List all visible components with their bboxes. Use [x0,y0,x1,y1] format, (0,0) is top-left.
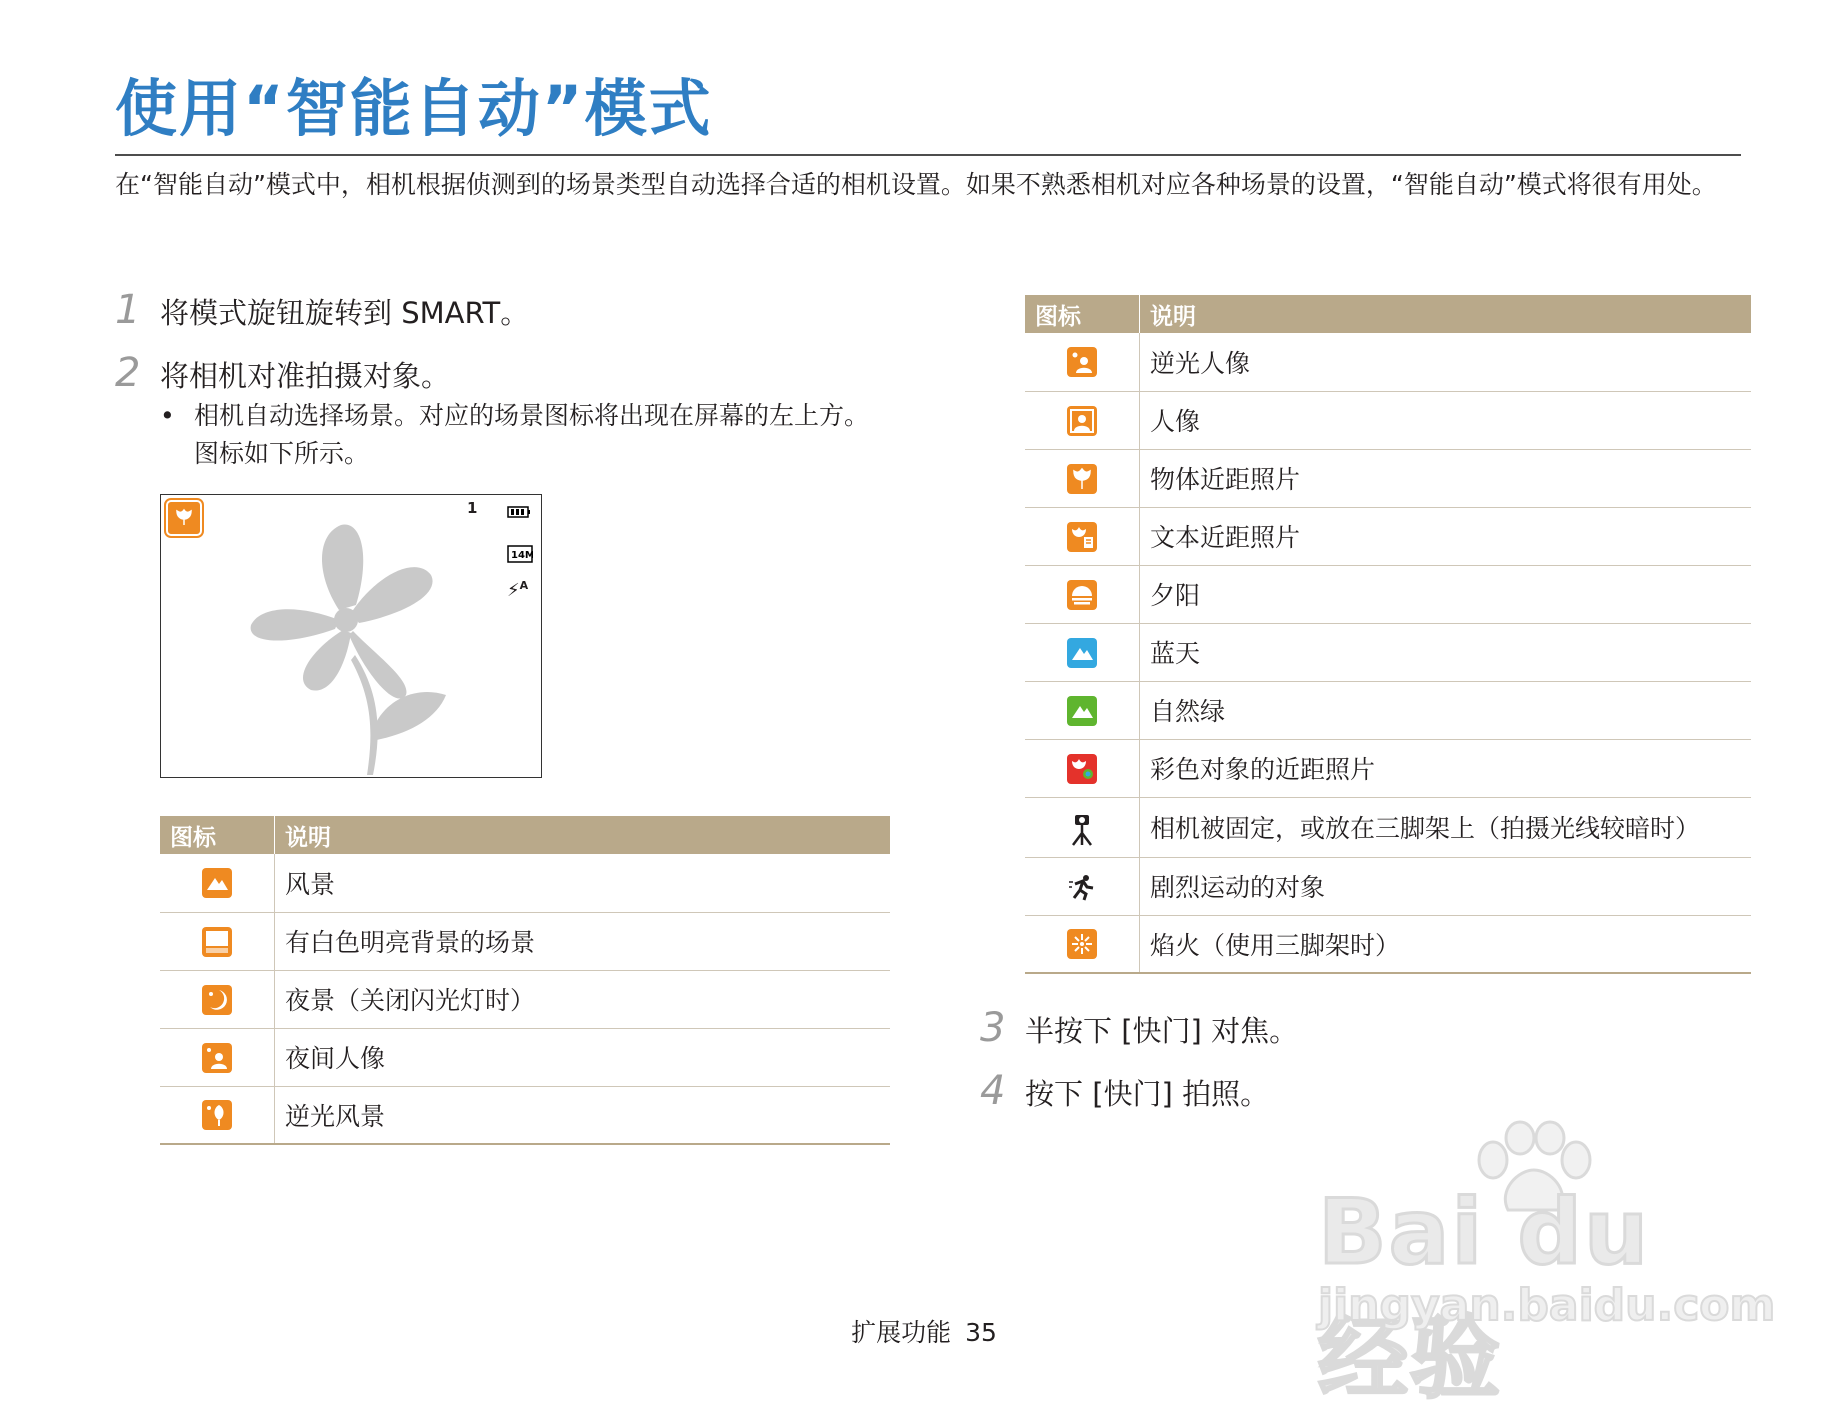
backlight-landscape-icon [202,1100,232,1130]
table-row [160,912,890,970]
table-row [1025,797,1751,857]
bullet-note [160,397,880,473]
table-row [1025,681,1751,739]
action-icon [1067,872,1097,902]
table-row [1025,391,1751,449]
fireworks-icon [1067,929,1097,959]
step-text: 将相机对准拍摄对象。 [160,359,451,393]
row-desc: 蓝天 [1140,623,1752,681]
table-row [1025,565,1751,623]
macro-color-icon [1067,754,1097,784]
white-background-icon [202,927,232,957]
table-row [1025,857,1751,915]
header-icon: 图标 [160,816,275,854]
bullet-text: 相机自动选择场景。对应的场景图标将出现在屏幕的左上方。图标如下所示。 [194,401,870,468]
watermark-url: jingyan.baidu.com [1318,1280,1776,1331]
step-2 [115,350,450,396]
row-desc: 相机被固定，或放在三脚架上（拍摄光线较暗时） [1140,797,1752,857]
backlight-portrait-icon [1067,347,1097,377]
night-portrait-icon [202,1043,232,1073]
baidu-watermark [1318,1120,1776,1411]
intro-paragraph: 在“智能自动”模式中，相机根据侦测到的场景类型自动选择合适的相机设置。如果不熟悉相机对应各种场景的设置，“智能自动”模式将很有用处。 [115,170,1717,199]
header-desc: 说明 [275,816,891,854]
table-row [1025,449,1751,507]
table-header-row [1025,295,1751,333]
step-text: 半按下 [快门] 对焦。 [1025,1014,1299,1048]
row-desc: 逆光风景 [275,1086,891,1144]
table-row [1025,333,1751,391]
row-desc: 夜间人像 [275,1028,891,1086]
night-icon [202,985,232,1015]
step-text: 按下 [快门] 拍照。 [1025,1077,1270,1111]
row-desc: 自然绿 [1140,681,1752,739]
table-row [1025,623,1751,681]
step-text: 将模式旋钮旋转到 SMART。 [160,296,530,330]
table-row [160,1028,890,1086]
blue-sky-icon [1067,638,1097,668]
table-row [1025,915,1751,973]
portrait-icon [1067,406,1097,436]
row-desc: 逆光人像 [1140,333,1752,391]
row-desc: 人像 [1140,391,1752,449]
battery-icon [507,503,531,522]
resolution-icon [507,545,533,567]
header-icon: 图标 [1025,295,1140,333]
step-number: 1 [115,287,141,333]
scene-icon-table-left [160,816,890,1145]
page-number: 35 [965,1318,997,1347]
natural-green-icon [1067,696,1097,726]
step-number: 2 [115,350,141,396]
row-desc: 焰火（使用三脚架时） [1140,915,1752,973]
row-desc: 有白色明亮背景的场景 [275,912,891,970]
table-row [1025,739,1751,797]
watermark-brand: Bai du 经验 [1318,1180,1651,1411]
row-desc: 夜景（关闭闪光灯时） [275,970,891,1028]
flower-silhouette [231,505,491,775]
step-3 [980,1005,1298,1051]
row-desc: 风景 [275,854,891,912]
row-desc: 彩色对象的近距照片 [1140,739,1752,797]
row-desc: 夕阳 [1140,565,1752,623]
page-title: 使用“智能自动”模式 [115,72,713,145]
footer-section: 扩展功能 [851,1318,952,1347]
table-row [1025,507,1751,565]
step-number: 3 [980,1005,1006,1051]
macro-text-icon [1067,522,1097,552]
macro-icon [1067,464,1097,494]
bullet-dot: • [160,401,175,430]
table-header-row [160,816,890,854]
step-4 [980,1068,1269,1114]
table-row [160,854,890,912]
resolution-label: 14M [511,550,533,561]
flash-label: A [519,579,529,592]
table-row [160,970,890,1028]
sunset-icon [1067,580,1097,610]
flash-auto-icon: ⚡$^A$ [507,579,529,601]
macro-icon [166,500,202,536]
header-desc: 说明 [1140,295,1752,333]
table-row [160,1086,890,1144]
row-desc: 文本近距照片 [1140,507,1752,565]
shot-count: 1 [467,499,478,517]
step-number: 4 [980,1068,1006,1114]
page-footer [0,1313,1848,1349]
tripod-icon [1067,813,1097,843]
step-1 [115,287,529,333]
scene-icon-table-right [1025,295,1751,974]
row-desc: 物体近距照片 [1140,449,1752,507]
title-divider [115,154,1741,156]
camera-preview-screen [160,494,542,778]
landscape-icon [202,868,232,898]
row-desc: 剧烈运动的对象 [1140,857,1752,915]
